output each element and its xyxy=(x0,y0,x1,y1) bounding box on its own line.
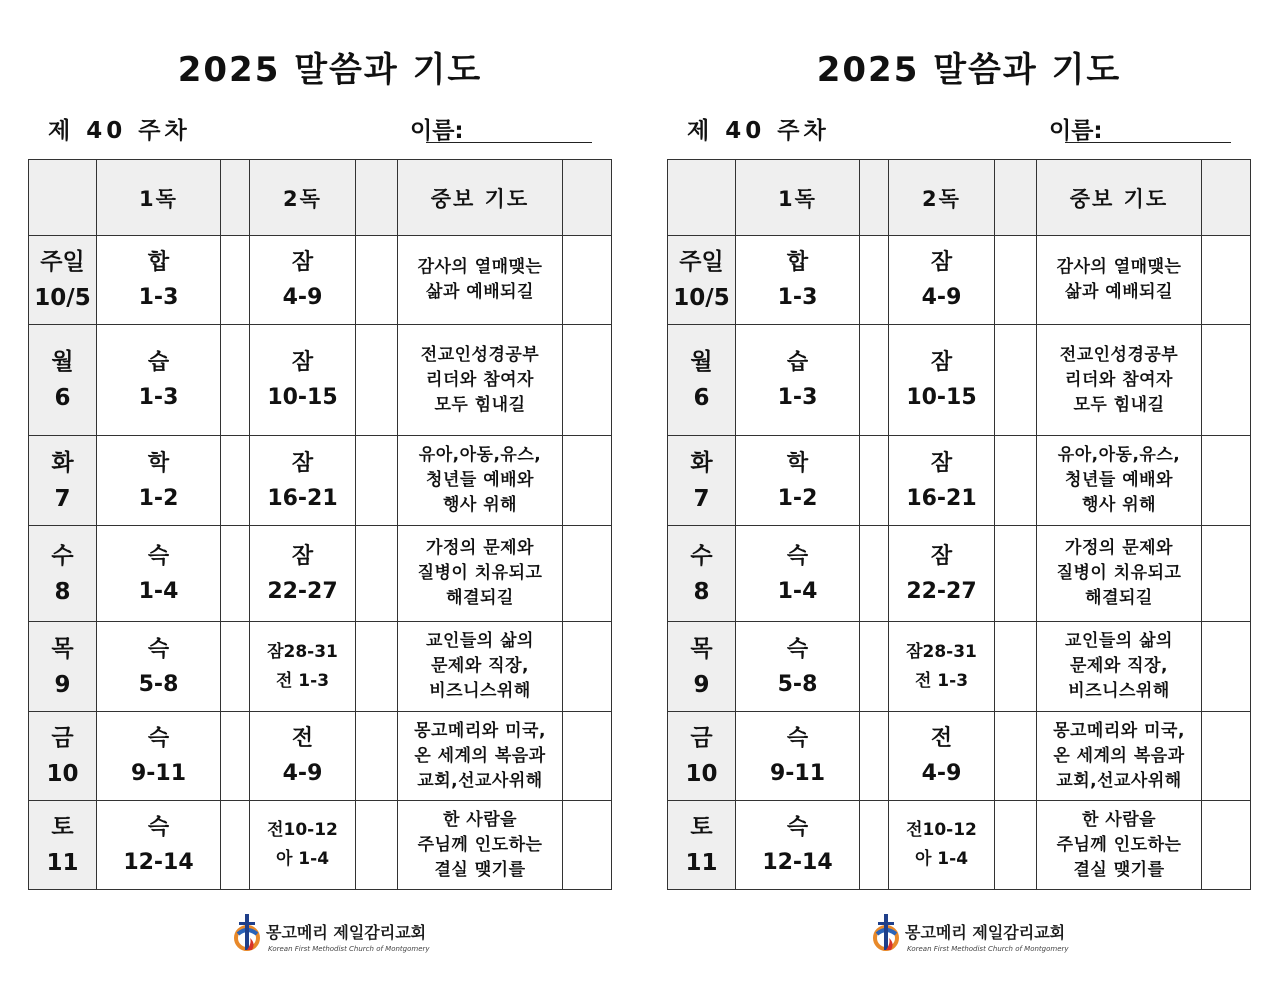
weekday-label: 월 xyxy=(690,349,713,375)
reading-2-check-cell[interactable] xyxy=(356,236,398,325)
reading-2-check-cell[interactable] xyxy=(356,325,398,436)
header-cell xyxy=(1202,160,1251,236)
reading-1-check-cell[interactable] xyxy=(860,325,889,436)
reading-1-chapters: 1-3 xyxy=(777,285,818,310)
reading-1-chapters: 1-4 xyxy=(138,578,179,604)
reading-2-chapters: 10-15 xyxy=(906,385,977,410)
prayer-text: 교인들의 삶의 xyxy=(426,631,534,651)
reading-1-chapters: 1-2 xyxy=(777,485,818,511)
reading-2-chapters: 16-21 xyxy=(267,485,338,511)
prayer-cell xyxy=(398,436,563,526)
reading-2-check-cell[interactable] xyxy=(995,236,1037,325)
prayer-check-cell[interactable] xyxy=(1202,236,1251,325)
reading-2-book: 잠 xyxy=(291,250,314,275)
reading-2-check-cell[interactable] xyxy=(356,712,398,801)
worksheet-title: 2025 말씀과 기도 xyxy=(816,50,1122,90)
prayer-text: 가정의 문제와 xyxy=(1065,538,1173,558)
prayer-text: 온 세계의 복음과 xyxy=(414,745,546,766)
prayer-check-cell[interactable] xyxy=(563,236,612,325)
reading-2-chapters: 아 1-4 xyxy=(914,849,969,869)
table-row xyxy=(668,325,1251,436)
church-name-english: Korean First Methodist Church of Montgomery xyxy=(268,945,430,953)
prayer-check-cell[interactable] xyxy=(563,712,612,801)
reading-1-book: 슥 xyxy=(786,543,809,569)
prayer-text: 청년들 예배와 xyxy=(1065,470,1173,490)
date-label: 11 xyxy=(46,850,79,876)
prayer-text: 질병이 치유되고 xyxy=(1056,563,1182,583)
reading-1-check-cell[interactable] xyxy=(221,801,250,890)
prayer-check-cell[interactable] xyxy=(563,325,612,436)
reading-1-book: 슥 xyxy=(147,726,170,751)
table-row xyxy=(29,622,612,712)
reading-1-cell xyxy=(97,801,221,890)
prayer-check-cell[interactable] xyxy=(563,526,612,622)
header-cell: 중보 기도 xyxy=(398,160,563,236)
reading-2-chapters: 전 1-3 xyxy=(914,670,969,691)
day-cell xyxy=(668,712,736,801)
reading-1-cell xyxy=(736,325,860,436)
reading-2-chapters: 4-9 xyxy=(921,285,962,310)
church-logo xyxy=(869,910,1069,960)
prayer-cell xyxy=(1037,236,1202,325)
reading-1-chapters: 1-3 xyxy=(777,385,818,410)
reading-1-book: 합 xyxy=(147,250,170,275)
reading-1-book: 슥 xyxy=(786,636,809,662)
church-name-english: Korean First Methodist Church of Montgomery xyxy=(907,945,1069,953)
reading-1-check-cell[interactable] xyxy=(860,801,889,890)
reading-1-chapters: 9-11 xyxy=(130,761,187,786)
reading-1-cell xyxy=(736,801,860,890)
reading-1-cell xyxy=(97,325,221,436)
reading-2-book: 잠 xyxy=(930,450,953,476)
reading-1-book: 학 xyxy=(147,450,170,476)
prayer-text: 문제와 직장, xyxy=(431,656,529,676)
weekday-label: 금 xyxy=(690,725,713,751)
reading-2-chapters: 22-27 xyxy=(267,578,338,604)
prayer-check-cell[interactable] xyxy=(1202,801,1251,890)
reading-2-book: 잠 xyxy=(930,350,953,375)
prayer-text: 모두 힘내길 xyxy=(434,394,526,415)
prayer-text: 행사 위해 xyxy=(1081,495,1157,515)
reading-2-cell xyxy=(889,622,995,712)
prayer-check-cell[interactable] xyxy=(563,436,612,526)
church-name: 몽고메리 제일감리교회 xyxy=(266,923,427,942)
reading-1-book: 슥 xyxy=(147,543,170,569)
prayer-check-cell[interactable] xyxy=(563,622,612,712)
prayer-check-cell[interactable] xyxy=(1202,436,1251,526)
day-cell xyxy=(29,436,97,526)
reading-2-check-cell[interactable] xyxy=(356,436,398,526)
prayer-cell xyxy=(1037,325,1202,436)
prayer-cell xyxy=(398,712,563,801)
date-label: 10 xyxy=(685,761,718,787)
prayer-check-cell[interactable] xyxy=(563,801,612,890)
reading-2-book: 잠 xyxy=(930,543,953,569)
reading-2-book: 전 xyxy=(930,726,953,751)
reading-1-check-cell[interactable] xyxy=(221,325,250,436)
header-cell: 1독 xyxy=(736,160,860,236)
weekday-label: 금 xyxy=(51,725,74,751)
table-header-row xyxy=(668,160,1251,236)
reading-1-check-cell[interactable] xyxy=(221,622,250,712)
reading-1-chapters: 1-4 xyxy=(777,578,818,604)
prayer-text: 교회,선교사위해 xyxy=(417,770,543,791)
church-name: 몽고메리 제일감리교회 xyxy=(905,923,1066,942)
prayer-text: 감사의 열매맺는 xyxy=(417,257,543,277)
table-row xyxy=(29,325,612,436)
reading-2-chapters: 4-9 xyxy=(921,761,962,786)
reading-1-cell xyxy=(736,236,860,325)
reading-1-check-cell[interactable] xyxy=(860,712,889,801)
date-label: 6 xyxy=(54,385,71,411)
prayer-cell xyxy=(1037,526,1202,622)
cross-flame-logo-icon xyxy=(869,910,905,956)
day-cell xyxy=(668,526,736,622)
name-blank-line[interactable] xyxy=(426,142,592,143)
reading-1-cell xyxy=(97,622,221,712)
prayer-text: 모두 힘내길 xyxy=(1073,394,1165,415)
reading-2-check-cell[interactable] xyxy=(995,526,1037,622)
date-label: 8 xyxy=(54,578,71,605)
reading-1-book: 슥 xyxy=(147,815,170,840)
reading-2-chapters: 4-9 xyxy=(282,761,323,786)
reading-2-book: 전10-12 xyxy=(267,820,338,840)
prayer-text: 유아,아동,유스, xyxy=(418,445,542,465)
prayer-check-cell[interactable] xyxy=(1202,526,1251,622)
prayer-cell xyxy=(398,526,563,622)
prayer-cell xyxy=(1037,622,1202,712)
reading-1-chapters: 1-3 xyxy=(138,285,179,310)
reading-1-check-cell[interactable] xyxy=(221,436,250,526)
day-cell xyxy=(29,325,97,436)
reading-1-cell xyxy=(97,526,221,622)
reading-1-book: 합 xyxy=(786,250,809,275)
weekday-label: 수 xyxy=(51,542,74,569)
reading-1-book: 학 xyxy=(786,450,809,476)
reading-1-check-cell[interactable] xyxy=(860,236,889,325)
header-cell: 중보 기도 xyxy=(1037,160,1202,236)
prayer-text: 해결되길 xyxy=(1085,588,1153,608)
date-label: 8 xyxy=(693,578,710,605)
prayer-text: 주님께 인도하는 xyxy=(1056,834,1182,855)
prayer-text: 한 사람을 xyxy=(1081,809,1157,830)
prayer-text: 전교인성경공부 xyxy=(1059,344,1179,365)
prayer-text: 비즈니스위해 xyxy=(1068,681,1170,701)
table-row xyxy=(29,436,612,526)
reading-2-chapters: 아 1-4 xyxy=(275,849,330,869)
reading-2-chapters: 22-27 xyxy=(906,578,977,604)
cross-flame-logo-icon xyxy=(230,910,266,956)
church-logo xyxy=(230,910,430,960)
day-cell xyxy=(668,236,736,325)
reading-2-book: 전 xyxy=(291,726,314,751)
reading-2-cell xyxy=(889,801,995,890)
prayer-text: 삶과 예배되길 xyxy=(1065,282,1173,302)
prayer-cell xyxy=(1037,436,1202,526)
table-row xyxy=(668,801,1251,890)
reading-2-check-cell[interactable] xyxy=(356,526,398,622)
reading-2-book: 잠 xyxy=(291,543,314,569)
reading-2-cell xyxy=(889,236,995,325)
table-row xyxy=(29,712,612,801)
name-label: 이름: xyxy=(1049,118,1103,144)
weekday-label: 토 xyxy=(690,814,713,840)
reading-2-check-cell[interactable] xyxy=(995,801,1037,890)
prayer-text: 교인들의 삶의 xyxy=(1065,631,1173,651)
prayer-text: 몽고메리와 미국, xyxy=(1053,720,1185,741)
reading-1-check-cell[interactable] xyxy=(860,622,889,712)
day-cell xyxy=(29,236,97,325)
day-cell xyxy=(29,801,97,890)
date-label: 6 xyxy=(693,385,710,411)
prayer-text: 해결되길 xyxy=(446,588,514,608)
weekday-label: 화 xyxy=(51,449,74,476)
header-cell xyxy=(29,160,97,236)
week-number: 제 40 주차 xyxy=(48,118,191,144)
prayer-text: 결실 맺기를 xyxy=(1073,859,1165,880)
table-row xyxy=(668,436,1251,526)
prayer-text: 리더와 참여자 xyxy=(426,369,534,390)
reading-1-book: 습 xyxy=(147,350,170,375)
day-cell xyxy=(668,436,736,526)
date-label: 7 xyxy=(693,485,710,512)
day-cell xyxy=(29,526,97,622)
reading-1-book: 슥 xyxy=(786,815,809,840)
date-label: 10 xyxy=(46,761,79,787)
weekday-label: 목 xyxy=(690,635,713,662)
reading-2-check-cell[interactable] xyxy=(995,436,1037,526)
prayer-text: 비즈니스위해 xyxy=(429,681,531,701)
date-label: 9 xyxy=(693,671,710,698)
reading-1-cell xyxy=(736,622,860,712)
prayer-text: 문제와 직장, xyxy=(1070,656,1168,676)
reading-2-cell xyxy=(250,236,356,325)
reading-1-book: 슥 xyxy=(786,726,809,751)
table-row xyxy=(668,236,1251,325)
reading-2-chapters: 16-21 xyxy=(906,485,977,511)
table-row xyxy=(29,526,612,622)
reading-2-book: 잠28-31 xyxy=(267,641,338,662)
weekday-label: 수 xyxy=(690,542,713,569)
reading-2-book: 전10-12 xyxy=(906,820,977,840)
prayer-text: 리더와 참여자 xyxy=(1065,369,1173,390)
reading-2-cell xyxy=(250,801,356,890)
table-row xyxy=(29,236,612,325)
worksheet-title: 2025 말씀과 기도 xyxy=(177,50,483,90)
day-cell xyxy=(668,325,736,436)
reading-2-chapters: 10-15 xyxy=(267,385,338,410)
prayer-text: 청년들 예배와 xyxy=(426,470,534,490)
reading-1-check-cell[interactable] xyxy=(221,236,250,325)
reading-2-check-cell[interactable] xyxy=(356,622,398,712)
reading-1-cell xyxy=(736,436,860,526)
reading-1-chapters: 1-3 xyxy=(138,385,179,410)
reading-2-book: 잠28-31 xyxy=(906,641,977,662)
date-label: 9 xyxy=(54,671,71,698)
table-row xyxy=(29,801,612,890)
prayer-cell xyxy=(398,236,563,325)
reading-1-check-cell[interactable] xyxy=(221,526,250,622)
header-cell xyxy=(356,160,398,236)
reading-2-cell xyxy=(250,325,356,436)
reading-1-cell xyxy=(97,436,221,526)
reading-2-chapters: 전 1-3 xyxy=(275,670,330,691)
prayer-text: 몽고메리와 미국, xyxy=(414,720,546,741)
reading-2-chapters: 4-9 xyxy=(282,285,323,310)
table-row xyxy=(668,712,1251,801)
weekday-label: 화 xyxy=(690,449,713,476)
prayer-cell xyxy=(1037,801,1202,890)
reading-2-cell xyxy=(250,526,356,622)
header-cell xyxy=(221,160,250,236)
date-label: 7 xyxy=(54,485,71,512)
reading-2-cell xyxy=(889,526,995,622)
weekday-label: 주일 xyxy=(679,249,724,275)
reading-1-chapters: 5-8 xyxy=(138,671,179,697)
prayer-text: 온 세계의 복음과 xyxy=(1053,745,1185,766)
weekday-label: 주일 xyxy=(40,249,85,275)
day-cell xyxy=(668,622,736,712)
prayer-cell xyxy=(398,622,563,712)
header-cell: 2독 xyxy=(250,160,356,236)
prayer-check-cell[interactable] xyxy=(1202,325,1251,436)
date-label: 10/5 xyxy=(673,285,730,311)
prayer-check-cell[interactable] xyxy=(1202,712,1251,801)
table-row xyxy=(668,622,1251,712)
reading-1-book: 슥 xyxy=(147,636,170,662)
worksheet-right xyxy=(639,0,1279,989)
name-label: 이름: xyxy=(410,118,464,144)
reading-2-cell xyxy=(250,712,356,801)
weekday-label: 토 xyxy=(51,814,74,840)
prayer-text: 한 사람을 xyxy=(442,809,518,830)
reading-schedule-table xyxy=(28,159,612,890)
reading-1-check-cell[interactable] xyxy=(221,712,250,801)
reading-1-chapters: 12-14 xyxy=(123,850,194,875)
reading-1-book: 습 xyxy=(786,350,809,375)
prayer-check-cell[interactable] xyxy=(1202,622,1251,712)
header-cell: 2독 xyxy=(889,160,995,236)
reading-2-book: 잠 xyxy=(930,250,953,275)
reading-1-check-cell[interactable] xyxy=(860,526,889,622)
prayer-text: 전교인성경공부 xyxy=(420,344,540,365)
prayer-text: 삶과 예배되길 xyxy=(426,282,534,302)
reading-2-cell xyxy=(889,436,995,526)
header-cell: 1독 xyxy=(97,160,221,236)
reading-1-check-cell[interactable] xyxy=(860,436,889,526)
reading-2-book: 잠 xyxy=(291,450,314,476)
prayer-cell xyxy=(1037,712,1202,801)
reading-2-cell xyxy=(250,622,356,712)
reading-1-cell xyxy=(97,712,221,801)
reading-2-check-cell[interactable] xyxy=(995,325,1037,436)
header-cell xyxy=(860,160,889,236)
prayer-text: 감사의 열매맺는 xyxy=(1056,257,1182,277)
reading-2-check-cell[interactable] xyxy=(995,622,1037,712)
reading-1-chapters: 9-11 xyxy=(769,761,826,786)
reading-2-cell xyxy=(889,712,995,801)
reading-1-cell xyxy=(736,712,860,801)
day-cell xyxy=(29,712,97,801)
reading-1-chapters: 1-2 xyxy=(138,485,179,511)
reading-2-cell xyxy=(889,325,995,436)
reading-2-check-cell[interactable] xyxy=(995,712,1037,801)
prayer-text: 유아,아동,유스, xyxy=(1057,445,1181,465)
reading-1-chapters: 12-14 xyxy=(762,850,833,875)
reading-schedule-table xyxy=(667,159,1251,890)
prayer-text: 결실 맺기를 xyxy=(434,859,526,880)
name-blank-line[interactable] xyxy=(1065,142,1231,143)
header-cell xyxy=(668,160,736,236)
table-row xyxy=(668,526,1251,622)
week-number: 제 40 주차 xyxy=(687,118,830,144)
day-cell xyxy=(29,622,97,712)
day-cell xyxy=(668,801,736,890)
table-header-row xyxy=(29,160,612,236)
prayer-text: 질병이 치유되고 xyxy=(417,563,543,583)
header-cell xyxy=(563,160,612,236)
date-label: 10/5 xyxy=(34,285,91,311)
prayer-text: 교회,선교사위해 xyxy=(1056,770,1182,791)
reading-1-cell xyxy=(97,236,221,325)
reading-2-book: 잠 xyxy=(291,350,314,375)
prayer-text: 가정의 문제와 xyxy=(426,538,534,558)
reading-1-chapters: 5-8 xyxy=(777,671,818,697)
reading-2-cell xyxy=(250,436,356,526)
date-label: 11 xyxy=(685,850,718,876)
prayer-text: 행사 위해 xyxy=(442,495,518,515)
prayer-cell xyxy=(398,325,563,436)
reading-1-cell xyxy=(736,526,860,622)
prayer-cell xyxy=(398,801,563,890)
reading-2-check-cell[interactable] xyxy=(356,801,398,890)
prayer-text: 주님께 인도하는 xyxy=(417,834,543,855)
weekday-label: 월 xyxy=(51,349,74,375)
weekday-label: 목 xyxy=(51,635,74,662)
header-cell xyxy=(995,160,1037,236)
